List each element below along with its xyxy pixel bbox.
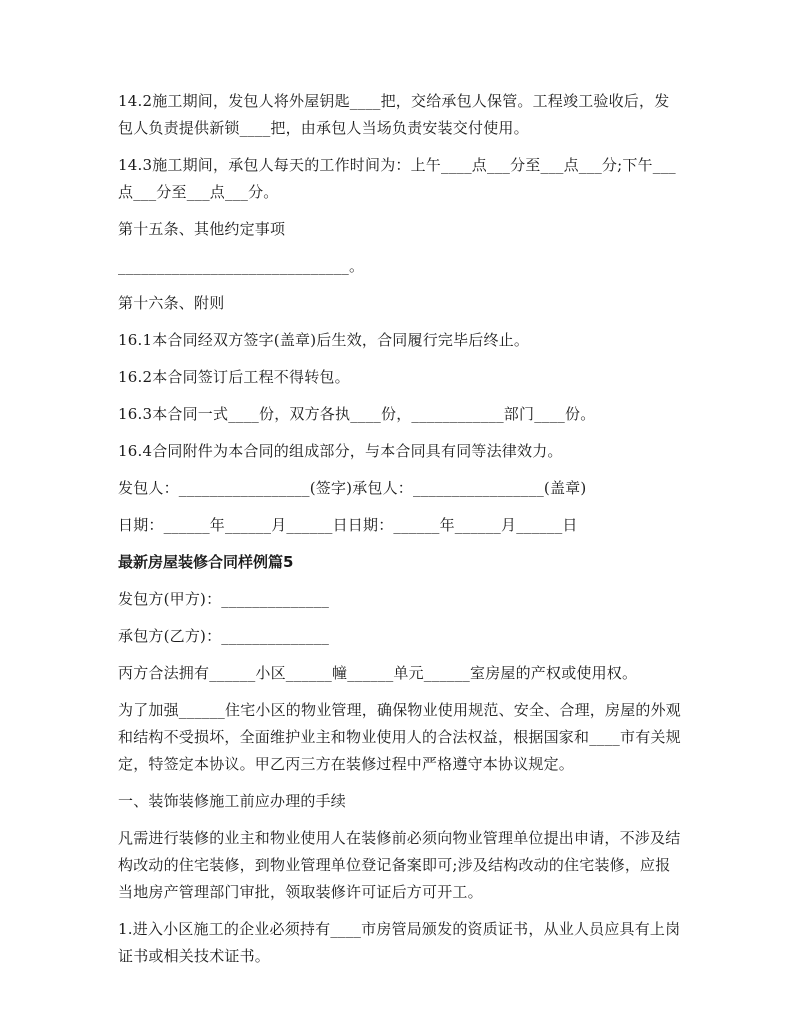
clause-16-1: 16.1本合同经双方签字(盖章)后生效，合同履行完毕后终止。: [118, 331, 530, 349]
clause-14-3: 14.3施工期间，承包人每天的工作时间为：上午____点___分至___点___分;下午___点___分至___点___分。: [118, 156, 676, 201]
article-16-title: 第十六条、附则: [118, 294, 225, 312]
application-paragraph: 凡需进行装修的业主和物业使用人在装修前必须向物业管理单位提出申请，不涉及结构改动的住宅装修，到物业管理单位登记备案即可;涉及结构改动的住宅装修，应报当地房产管理部门审批，领取装修许可证后方可开工。: [118, 829, 681, 901]
signature-line: 发包人：_________________(签字)承包人：_________________(盖章): [118, 479, 587, 497]
section-1-title: 一、装饰装修施工前应办理的手续: [118, 792, 347, 810]
document-page: [118, 88, 684, 980]
section-heading: 最新房屋装修合同样例篇5: [118, 553, 294, 571]
article-15-blank: ______________________________。: [118, 257, 365, 275]
party-a-line: 发包方(甲方)：______________: [118, 590, 330, 608]
clause-16-4: 16.4合同附件为本合同的组成部分，与本合同具有同等法律效力。: [118, 442, 563, 460]
item-1-paragraph: 1.进入小区施工的企业必须持有____市房管局颁发的资质证书，从业人员应具有上岗证书或相关技术证书。: [118, 920, 681, 965]
article-15-title: 第十五条、其他约定事项: [118, 220, 286, 238]
purpose-paragraph: 为了加强______住宅小区的物业管理，确保物业使用规范、安全、合理，房屋的外观和结构不受损坏，全面维护业主和物业使用人的合法权益，根据国家和____市有关规定，特签定本协议。甲乙丙三方在装修过程中严格遵守本协议规定。: [118, 701, 682, 773]
clause-16-3: 16.3本合同一式____份，双方各执____份，____________部门____份。: [118, 405, 596, 423]
clause-16-2: 16.2本合同签订后工程不得转包。: [118, 368, 350, 386]
party-b-line: 承包方(乙方)：______________: [118, 627, 330, 645]
clause-14-2: 14.2施工期间，发包人将外屋钥匙____把，交给承包人保管。工程竣工验收后，发包人负责提供新锁____把，由承包人当场负责安装交付使用。: [118, 92, 670, 137]
party-c-property: 丙方合法拥有______小区______幢______单元______室房屋的产权或使用权。: [118, 664, 638, 682]
date-line: 日期：______年______月______日日期：______年______月______日: [118, 516, 578, 534]
